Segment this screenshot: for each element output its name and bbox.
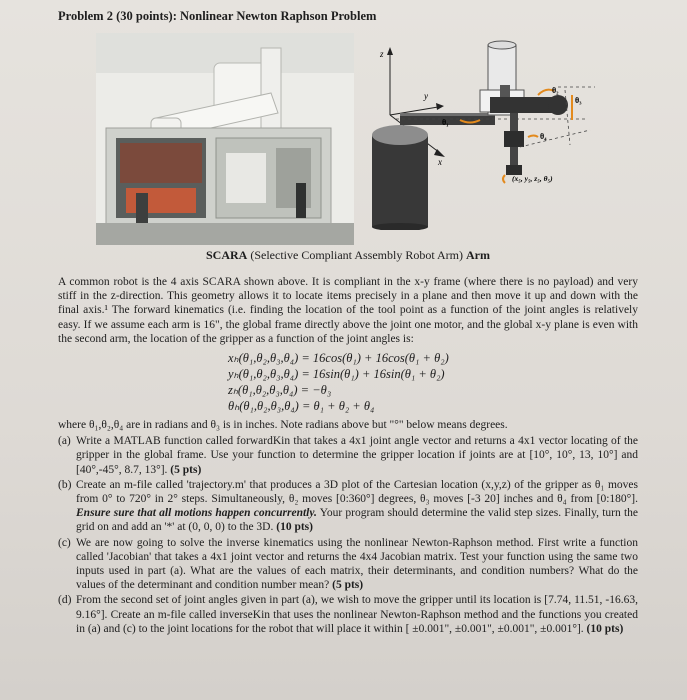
caption-bold: SCARA — [206, 248, 248, 262]
equation-theta: θₕ(θ₁,θ₂,θ₃,θ₄) = θ₁ + θ₂ + θ₄ — [228, 399, 375, 414]
problem-body — [58, 275, 638, 637]
theta4-arrow — [528, 136, 538, 138]
theta2-label: θ₂ — [552, 86, 559, 95]
arm-two — [490, 97, 558, 113]
where-paragraph: where θ₁,θ₂,θ₄ are in radians and θ₃ is in inches. Note radians above but "°" below means degrees. — [58, 419, 508, 432]
part-b-text-2: Your program should determine the valid step sizes. Finally, turn the grid on and add an '*' at (0, 0, 0) to the 3D. — [76, 507, 639, 534]
theta3-label: θ₃ — [575, 96, 582, 105]
caption-end: Arm — [466, 248, 490, 262]
equation-x: xₕ(θ₁,θ₂,θ₃,θ₄) = 16cos(θ₁) + 16cos(θ₁ + θ₂) — [228, 351, 449, 366]
part-d-label: (d) — [58, 594, 72, 607]
part-c-points: (5 pts) — [332, 579, 364, 592]
part-a-label: (a) — [58, 435, 71, 448]
z-label: z — [380, 49, 384, 59]
equation-y: yₕ(θ₁,θ₂,θ₃,θ₄) = 16sin(θ₁) + 16sin(θ₁ + θ₂) — [228, 367, 445, 382]
part-d-text: From the second set of joint angles given in part (a), we wish to move the gripper until its location is [7.74, 11.51, -16.63, 9.16°]. Create an m-file called inverseKin that uses the nonlinear Newton-Raphson method and the functions you created in (a) and (c) to the joint locations for the robot that will place it within [ ±0.001", ±0.001", ±0.001", ±0.001°]. — [76, 594, 638, 635]
base-cylinder — [372, 135, 428, 227]
x-label: x — [438, 157, 442, 167]
kinematics-equations — [228, 350, 638, 414]
part-a-text: Write a MATLAB function called forwardKin that takes a 4x1 joint angle vector and returns a 4x1 vector locating of the gripper in the global frame. Use your function to determine the gripper location if joints are at [10°, 10°, 13, 10°] and [40°,-45°, 8.7, 13°]. — [76, 435, 638, 476]
caption-text: (Selective Compliant Assembly Robot Arm) — [247, 248, 466, 262]
part-d — [58, 593, 638, 636]
equation-z: zₕ(θ₁,θ₂,θ₃,θ₄) = −θ₃ — [228, 383, 332, 398]
part-b-label: (b) — [58, 478, 72, 491]
part-c-text: We are now going to solve the inverse kinematics using the nonlinear Newton-Raphson method. First write a function called 'Jacobian' that takes a 4x1 joint vector and returns the 4x4 Jacobian matrix. Test your function using the same two inputs used in part (a). What are the values of each matrix, their determinants, and condition numbers? What do the values of the determinant and condition number mean? — [76, 536, 638, 592]
part-b-emphasis: Ensure sure that all motions happen concurrently. — [76, 507, 317, 520]
tool-arrow — [503, 175, 505, 183]
problem-title: Problem 2 (30 points): Nonlinear Newton Raphson Problem — [58, 9, 377, 23]
y-label: y — [424, 91, 428, 101]
intro-paragraph: A common robot is the 4 axis SCARA shown above. It is compliant in the x-y frame (where there is no payload) and very stiff in the z-direction. This geometry allows it to locate items precisely in a plane and then move it up and down with the final axis.¹ The forward kinematics (i.e. finding the location of the tool point as a function of the joint angles is relatively easy. If we assume each arm is 16", the global frame directly above the joint one motor, and the global x-y plane is even with the second arm, the location of the gripper as a function of the joint angles is: — [58, 276, 638, 345]
parts-list — [58, 434, 638, 636]
part-b-points: (10 pts) — [276, 521, 313, 534]
part-b-text-1: Create an m-file called 'trajectory.m' that produces a 3D plot of the Cartesian location (x,y,z) of the gripper as θ₁ moves from 0° to 720° in 2° steps. Simultaneously, θ₂ moves [0:360°] degrees, θ₃ moves [-3 20] inches and θ₄ from [0:180°]. — [76, 478, 638, 506]
scara-diagram — [360, 35, 620, 230]
tool-point-label: (x₅, y₅, z₅, θ₅) — [512, 174, 553, 183]
figure-caption — [206, 248, 490, 263]
scara-schematic — [360, 35, 620, 230]
part-b — [58, 478, 638, 535]
part-a — [58, 434, 638, 477]
theta1-label: θ₁ — [442, 118, 449, 127]
part-c-label: (c) — [58, 536, 71, 549]
robot-photo — [96, 33, 354, 245]
theta4-label: θ₄ — [540, 132, 547, 141]
part-d-points: (10 pts) — [586, 622, 624, 635]
part-a-points: (5 pts) — [170, 463, 202, 476]
part-c — [58, 536, 638, 593]
robot-photo-illustration — [96, 33, 354, 245]
